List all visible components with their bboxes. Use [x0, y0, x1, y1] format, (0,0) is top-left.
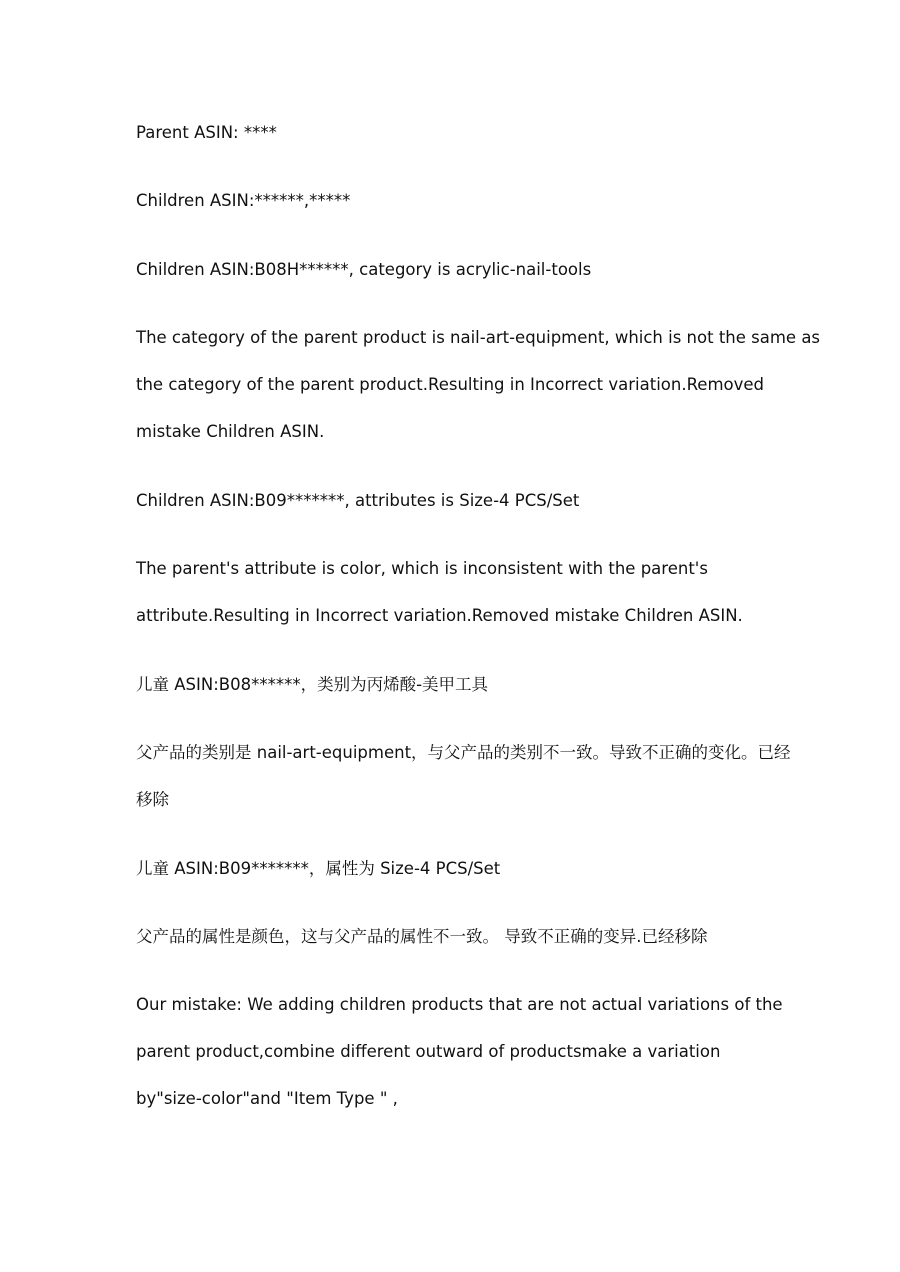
text-line: Children ASIN:B09*******, attributes is Size-4 PCS/Set — [136, 491, 580, 510]
children-asin-attributes-zh — [136, 845, 776, 892]
text-line: 移除 — [136, 790, 169, 809]
children-asin-list — [136, 177, 776, 224]
text-line: The category of the parent product is nail-art-equipment, which is not the same as — [136, 328, 821, 347]
our-mistake-paragraph — [136, 981, 783, 1122]
children-asin-category — [136, 246, 776, 293]
attribute-explanation-zh — [136, 913, 776, 960]
text-line: mistake Children ASIN. — [136, 422, 325, 441]
text-line: 父产品的属性是颜色，这与父产品的属性不一致。 导致不正确的变异.已经移除 — [136, 927, 708, 946]
text-line: parent product,combine different outward of productsmake a variation — [136, 1042, 721, 1061]
text-line: Children ASIN:******,***** — [136, 191, 351, 210]
text-line: Parent ASIN: **** — [136, 123, 277, 142]
text-line: The parent's attribute is color, which is inconsistent with the parent's — [136, 559, 708, 578]
text-line: the category of the parent product.Resulting in Incorrect variation.Removed — [136, 375, 765, 394]
category-explanation-zh — [136, 729, 791, 823]
text-line: 儿童 ASIN:B08******，类别为丙烯酸-美甲工具 — [136, 675, 489, 694]
category-explanation — [136, 314, 821, 455]
parent-asin-line — [136, 109, 776, 156]
text-line: 儿童 ASIN:B09*******，属性为 Size-4 PCS/Set — [136, 859, 501, 878]
text-line: Our mistake: We adding children products that are not actual variations of the — [136, 995, 783, 1014]
text-line: attribute.Resulting in Incorrect variation.Removed mistake Children ASIN. — [136, 606, 743, 625]
text-line: by"size-color"and "Item Type " , — [136, 1089, 398, 1108]
text-line: 父产品的类别是 nail-art-equipment，与父产品的类别不一致。导致不正确的变化。已经 — [136, 743, 791, 762]
attribute-explanation — [136, 545, 776, 639]
text-line: Children ASIN:B08H******, category is acrylic-nail-tools — [136, 260, 592, 279]
children-asin-attributes — [136, 477, 776, 524]
children-asin-category-zh — [136, 661, 776, 708]
